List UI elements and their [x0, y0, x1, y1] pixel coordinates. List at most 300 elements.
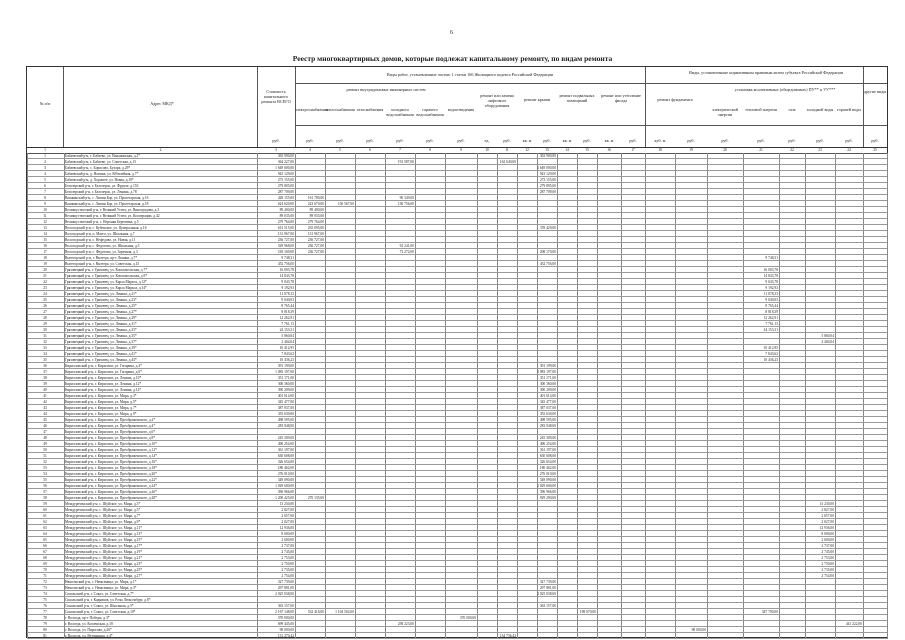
header-sewer: водоотведения — [447, 107, 475, 112]
column-number: 9 — [460, 148, 462, 152]
cell-addr: Междуреченский р-н, с. Шуйское, ул. Мира, д.13* — [65, 532, 143, 536]
cell-addr: Междуреченский р-н, с. Шуйское, ул. Мира, д.27* — [65, 574, 143, 578]
cell-m_water: 2 600,00 — [821, 538, 834, 542]
cell-addr: Междуреченский р-н, с. Шуйское, ул. Мира, д.19* — [65, 550, 143, 554]
cell-m_water: 2 657,00 — [821, 514, 834, 518]
cell-addr: Грязовецкий р-н, г. Грязовец, ул. Ленина, д.31* — [65, 322, 137, 326]
cell-cost: 13 230,00 — [279, 502, 294, 506]
cell-addr: Сокольский р-н, г. Сокол, ул. Советская, д.7* — [65, 592, 134, 596]
cell-addr: Междуреченский р-н, с. Шуйское, ул. Мира, д.3* — [65, 502, 141, 506]
unit-roof-m2: кв. м — [522, 138, 532, 143]
cell-n: 4 — [44, 172, 46, 176]
column-number: 18 — [658, 148, 662, 152]
cell-addr: Бабаевский р-н, с. Борисово, Бухара, д.29* — [65, 166, 131, 170]
cell-addr: Междуреченский р-н, с. Шуйское, ул. Мира, д.11* — [65, 526, 142, 530]
cell-addr: Междуреченский р-н, с. Шуйское, ул. Мира, д.25* — [65, 568, 143, 572]
cell-cost: 10 412,95 — [279, 346, 294, 350]
cell-addr: Белозерский р-н, г. Белозерск, ул. Ленина, д.78 — [65, 190, 137, 194]
cell-n: 69 — [43, 562, 47, 566]
cell-n: 63 — [43, 526, 47, 530]
cell-n: 57 — [43, 490, 47, 494]
cell-addr: Грязовецкий р-н, г. Грязовец, ул. Ленина, д.29* — [65, 316, 137, 320]
unit-cost: руб. — [272, 138, 280, 143]
column-number: 17 — [631, 148, 635, 152]
cell-roof: 245 309,00 — [539, 436, 556, 440]
cell-n: 14 — [43, 232, 47, 236]
cell-cost: 9 748,31 — [281, 256, 294, 260]
cell-n: 5 — [44, 178, 46, 182]
header-foundation: ремонт фундамента — [657, 97, 693, 102]
cell-n: 24 — [43, 292, 47, 296]
cell-addr: Кирилловский р-н, г. Кириллов, ул. Преображенского, д.6* — [65, 430, 156, 434]
cell-cost: 2 657,00 — [281, 514, 294, 518]
unit-basement-m2: кв. м — [562, 138, 572, 143]
cell-n: 9 — [44, 202, 46, 206]
header-cold-water: холодного водоснабжения — [386, 107, 414, 117]
cell-cost: 300 360,00 — [277, 382, 294, 386]
cell-cost: 396 966,00 — [277, 490, 294, 494]
cell-addr: Грязовецкий р-н, г. Грязовец, ул. Карла Маркса, д.14* — [65, 286, 147, 290]
unit-m-cold: руб. — [816, 138, 824, 143]
cell-cost: 624 620,00 — [277, 202, 294, 206]
cell-addr: Кирилловский р-н, г. Кириллов, ул. Преображенского, д.8* — [65, 436, 156, 440]
header-no: № п/п — [39, 101, 51, 106]
cell-addr: Грязовецкий р-н, г. Грязовец, ул. Ленина, д.35* — [65, 334, 137, 338]
cell-n: 60 — [43, 508, 47, 512]
cell-addr: Междуреченский р-н, с. Шуйское, ул. Мира, д.21* — [65, 556, 143, 560]
cell-addr: Вытегорский р-н, г. Вытегра, пр-т Ленина, д.7* — [65, 256, 138, 260]
cell-cost: 236 727,00 — [277, 238, 294, 242]
cell-addr: Кирилловский р-н, г. Кириллов, ул. Ленина, д.14* — [65, 388, 142, 392]
cell-m_heat: 9 748,31 — [765, 256, 778, 260]
cell-cost: 9 192,93 — [281, 286, 294, 290]
unit-m-gas: руб. — [788, 138, 796, 143]
cell-m_water: 13 230,00 — [819, 502, 834, 506]
cell-roof: 929 290,00 — [539, 496, 556, 500]
cell-addr: Кирилловский р-н, г. Кириллов, ул. Преображенского, д.24* — [65, 484, 157, 488]
cell-elec: 131 967,00 — [307, 232, 324, 236]
header-lift: ремонт или замена лифтового оборудования — [480, 93, 514, 108]
cell-cost: 131 270,42 — [277, 634, 294, 638]
cell-cost: 9 040,03 — [281, 298, 294, 302]
unit-facade-rub: руб. — [629, 138, 637, 143]
cell-addr: Нюксенский р-н, с. Нюксеница, ул. Мира, д.3* — [65, 586, 137, 590]
header-meters: установка коллективных (общедомовых) ПУ** и УУ*** — [734, 87, 836, 92]
cell-roof: 279 805,00 — [539, 184, 556, 188]
cell-cost: 245 309,00 — [277, 436, 294, 440]
cell-cost: 180 462,00 — [277, 466, 294, 470]
header-meter-elec: электрической энергии — [712, 107, 738, 117]
cell-cost: 345 477,00 — [277, 400, 294, 404]
cell-cost: 518 169,00 — [277, 250, 294, 254]
cell-cost: 2 735,00 — [281, 568, 294, 572]
cell-m_water: 5 860,04 — [821, 334, 834, 338]
cell-addr: Грязовецкий р-н, г. Грязовец, ул. Комсомольская, д.7* — [65, 268, 148, 272]
cell-elec: 236 727,00 — [307, 238, 324, 242]
cell-n: 68 — [43, 556, 47, 560]
cell-m_heat: 10 412,95 — [763, 346, 778, 350]
cell-cost: 361 197,00 — [277, 448, 294, 452]
cell-m_heat: 9 043,78 — [765, 280, 778, 284]
column-number: 19 — [689, 148, 693, 152]
header-meter-gas: газа — [788, 107, 796, 112]
cell-n: 73 — [43, 586, 47, 590]
column-number: 15 — [585, 148, 589, 152]
cell-n: 22 — [43, 280, 47, 284]
cell-m_heat: 347 700,00 — [761, 610, 778, 614]
cell-cost: 2 600,00 — [281, 538, 294, 542]
table-header — [27, 67, 887, 148]
cell-water: 191 587,00 — [397, 160, 414, 164]
cell-cost: 5 860,04 — [281, 334, 294, 338]
cell-cost: 2 753,00 — [281, 556, 294, 560]
cell-n: 53 — [43, 466, 47, 470]
cell-cost: 2 827,00 — [281, 508, 294, 512]
cell-heat: 156 567,00 — [337, 202, 354, 206]
cell-n: 33 — [43, 346, 47, 350]
cell-cost: 496 254,00 — [277, 442, 294, 446]
cell-m_water: 2 753,00 — [821, 556, 834, 560]
cell-elec: 235 095,00 — [307, 226, 324, 230]
cell-cost: 387 037,00 — [277, 406, 294, 410]
cell-addr: Вашкинский р-н, с. Липин Бор, ул. Пролетарская, д.18 — [65, 202, 149, 206]
cell-n: 40 — [43, 388, 47, 392]
cell-roof: 1 649 000,00 — [537, 166, 556, 170]
cell-water: 90 349,00 — [399, 196, 414, 200]
cell-cost: 8 000,00 — [281, 532, 294, 536]
cell-m_heat: 7 843,62 — [765, 352, 778, 356]
cell-addr: Грязовецкий р-н, г. Грязовец, ул. Комсомольская, д.9* — [65, 274, 148, 278]
cell-water: 92 241,00 — [399, 244, 414, 248]
cell-cost: 391 199,00 — [277, 364, 294, 368]
cell-n: 3 — [44, 166, 46, 170]
cell-elec: 223 670,00 — [307, 202, 324, 206]
cell-n: 6 — [44, 184, 46, 188]
cell-addr: Грязовецкий р-н, г. Грязовец, ул. Ленина, д.27* — [65, 310, 137, 314]
cell-cost: 349 090,00 — [277, 478, 294, 482]
cell-cost: 390 209,00 — [277, 388, 294, 392]
cell-lift: 162 640,00 — [499, 160, 516, 164]
cell-cost: 1 649 000,00 — [275, 166, 294, 170]
cell-roof: 391 199,00 — [539, 364, 556, 368]
cell-n: 54 — [43, 472, 47, 476]
cell-n: 15 — [43, 238, 47, 242]
cell-m_heat: 14 843,78 — [763, 274, 778, 278]
cell-cost: 1 029 600,00 — [275, 484, 294, 488]
cell-addr: Грязовецкий р-н, г. Грязовец, ул. Ленина, д.39* — [65, 346, 137, 350]
cell-addr: Кирилловский р-н, г. Кириллов, ул. Преображенского, д.20* — [65, 472, 157, 476]
cell-m_heat: 10 436,23 — [763, 358, 778, 362]
column-number: 14 — [565, 148, 569, 152]
cell-addr: Кирилловский р-н, г. Кириллов, ул. Преображенского, д.18* — [65, 466, 157, 470]
cell-addr: Вологодский р-н, с. Федотово, ул. Школьная, д.5 — [65, 244, 140, 248]
column-number: 22 — [790, 148, 794, 152]
cell-m_water: 2 735,00 — [821, 568, 834, 572]
unit-m-hot: руб. — [845, 138, 853, 143]
cell-addr: г. Вологда, ул. Пирогова, д.26* — [65, 628, 112, 632]
cell-water: 138 756,00 — [397, 202, 414, 206]
cell-n: 65 — [43, 538, 47, 542]
cell-addr: Грязовецкий р-н, г. Грязовец, ул. Ленина, д.25* — [65, 304, 137, 308]
cell-roof: 2 025 038,00 — [537, 592, 556, 596]
cell-n: 50 — [43, 448, 47, 452]
cell-cost: 11 078,33 — [279, 292, 294, 296]
cell-n: 52 — [43, 460, 47, 464]
unit-hot: руб. — [426, 138, 434, 143]
cell-n: 64 — [43, 532, 47, 536]
cell-roof: 378 420,00 — [539, 226, 556, 230]
cell-n: 67 — [43, 550, 47, 554]
unit-basement-rub: руб. — [583, 138, 591, 143]
cell-n: 62 — [43, 520, 47, 524]
cell-n: 10 — [43, 208, 47, 212]
cell-cost: 7 761,13 — [281, 322, 294, 326]
cell-addr: Бабаевский р-н, д. Новина, ул. Юбилейная, д.7* — [65, 172, 139, 176]
registry-table — [26, 66, 888, 638]
cell-n: 2 — [44, 160, 46, 164]
cell-addr: Великоустюгский р-н, г. Великий Устюг, ул. Виноградова, д.3 — [65, 208, 160, 212]
cell-roof: 943 129,00 — [539, 172, 556, 176]
cell-n: 27 — [43, 310, 47, 314]
cell-n: 51 — [43, 454, 47, 458]
cell-n: 76 — [43, 604, 47, 608]
cell-elec: 236 727,00 — [307, 244, 324, 248]
cell-m_heat: 24 153,31 — [763, 328, 778, 332]
cell-n: 37 — [43, 370, 47, 374]
unit-m-heat: руб. — [757, 138, 765, 143]
cell-roof: 396 966,00 — [539, 490, 556, 494]
cell-cost: 326 654,00 — [277, 460, 294, 464]
cell-roof: 387 037,00 — [539, 406, 556, 410]
column-number: 10 — [485, 148, 489, 152]
cell-roof: 496 254,00 — [539, 442, 556, 446]
cell-roof: 363 900,00 — [539, 154, 556, 158]
cell-roof: 180 462,00 — [539, 466, 556, 470]
column-number: 8 — [429, 148, 431, 152]
cell-m_heat: 12 262,91 — [763, 316, 778, 320]
column-number: 2 — [159, 148, 162, 152]
cell-n: 20 — [43, 268, 47, 272]
cell-cost: 452 756,00 — [277, 262, 294, 266]
cell-lift: 134 736,42 — [499, 634, 516, 638]
column-number: 5 — [339, 148, 341, 152]
cell-roof: 498 595,00 — [539, 418, 556, 422]
cell-addr: Великоустюгский р-н, г. Великий Устюг, ул. Кооперации, д.42 — [65, 214, 160, 218]
cell-addr: Кирилловский р-н, г. Кириллов, ул. Ленина, д.12* — [65, 382, 142, 386]
header-roof: ремонт крыши — [523, 97, 551, 102]
cell-addr: Бабаевский р-н, г. Бабаево, ул. Выкшинская, д.2* — [65, 154, 141, 158]
column-number: 13 — [545, 148, 549, 152]
header-group-main: Виды работ, установленные частью 1 статьи 166 Жилищного кодекса Российской Федерации — [386, 72, 554, 77]
header-meter-heat: тепловой энергии — [745, 107, 777, 112]
cell-addr: Кирилловский р-н, г. Кириллов, ул. Гагарина, д.6* — [65, 370, 142, 374]
cell-m_heat: 8 818,39 — [765, 310, 778, 314]
cell-cost: 131 967,00 — [277, 232, 294, 236]
cell-roof: 287 709,00 — [539, 190, 556, 194]
cell-n: 55 — [43, 478, 47, 482]
unit-heat: руб. — [336, 138, 344, 143]
cell-roof: 327 739,00 — [539, 580, 556, 584]
cell-n: 19 — [43, 262, 47, 266]
cell-addr: Кирилловский р-н, г. Кириллов, ул. Преображенского, д.10* — [65, 442, 157, 446]
unit-gas: руб. — [366, 138, 374, 143]
cell-n: 80 — [43, 628, 47, 632]
cell-n: 18 — [43, 256, 47, 260]
cell-cost: 14 843,78 — [279, 274, 294, 278]
header-meter-cold: холодной воды — [806, 107, 834, 112]
cell-elec: 279 764,00 — [307, 220, 324, 224]
cell-roof: 1 083 197,00 — [537, 370, 556, 374]
cell-cost: 9 043,78 — [281, 280, 294, 284]
cell-n: 61 — [43, 514, 47, 518]
cell-elec: 89 035,00 — [309, 214, 324, 218]
cell-cost: 98 000,00 — [279, 628, 294, 632]
header-gas: газоснабжения — [356, 107, 384, 112]
cell-water: 258 223,00 — [397, 622, 414, 626]
header-group-regional: Виды, установленные нормативным правовым актом субъекта Российской Федерации — [689, 70, 843, 75]
cell-basement: 198 070,00 — [579, 610, 596, 614]
cell-cost: 287 709,00 — [277, 190, 294, 194]
cell-n: 29 — [43, 322, 47, 326]
cell-cost: 370 000,00 — [277, 616, 294, 620]
column-number: 4 — [309, 148, 311, 152]
cell-addr: Белозерский р-н, г. Белозерск, ул. Фрунзе, д.153 — [65, 184, 139, 188]
cell-addr: Грязовецкий р-н, г. Грязовец, ул. Ленина, д.37* — [65, 340, 137, 344]
cell-addr: Грязовецкий р-н, г. Грязовец, ул. Ленина, д.43* — [65, 358, 137, 362]
cell-addr: г. Вологда, ул. Козленская, д.18 — [65, 622, 113, 626]
cell-n: 35 — [43, 358, 47, 362]
cell-n: 45 — [43, 418, 47, 422]
cell-elec: 236 727,00 — [307, 250, 324, 254]
cell-cost: 8 818,39 — [281, 310, 294, 314]
cell-cost: 364 227,00 — [277, 160, 294, 164]
header-hot-water: горячего водоснабжения — [416, 107, 444, 117]
cell-cost: 279 764,00 — [277, 220, 294, 224]
cell-n: 32 — [43, 340, 47, 344]
unit-elec: руб. — [306, 138, 314, 143]
cell-cost: 8 765,44 — [281, 304, 294, 308]
cell-n: 74 — [43, 592, 47, 596]
cell-m_heat: 11 078,33 — [763, 292, 778, 296]
cell-cost: 2 754,00 — [281, 574, 294, 578]
column-number: 7 — [399, 148, 401, 152]
header-internal-systems: ремонт внутридомовых инженерных систем — [346, 87, 426, 92]
column-number: 11 — [505, 148, 509, 152]
cell-cost: 351 171,00 — [277, 376, 294, 380]
cell-roof: 361 197,00 — [539, 448, 556, 452]
unit-foundation-rub: руб. — [687, 138, 695, 143]
column-number: 24 — [847, 148, 851, 152]
cell-addr: Сокольский р-н, г. Кадников, ул. Розы Люксембург, д.8* — [65, 598, 151, 602]
cell-n: 28 — [43, 316, 47, 320]
cell-roof: 300 360,00 — [539, 382, 556, 386]
cell-roof: 401 614,00 — [539, 394, 556, 398]
cell-addr: Кирилловский р-н, г. Кириллов, ул. Мира, д.9* — [65, 412, 137, 416]
cell-cost: 2 737,00 — [281, 544, 294, 548]
cell-cost: 12 936,00 — [279, 526, 294, 530]
cell-cost: 630 608,00 — [277, 454, 294, 458]
cell-cost: 10 436,23 — [279, 358, 294, 362]
cell-m_hot: 441 222,00 — [845, 622, 862, 626]
cell-m_water: 12 936,00 — [819, 526, 834, 530]
cell-addr: Вологодский р-н, с. Нефедово, ул. Новая, д.11 — [65, 238, 136, 242]
cell-cost: 428 155,00 — [277, 196, 294, 200]
cell-n: 71 — [43, 574, 47, 578]
cell-n: 8 — [44, 196, 46, 200]
cell-n: 12 — [43, 220, 47, 224]
cell-roof: 363 157,00 — [539, 604, 556, 608]
cell-n: 25 — [43, 298, 47, 302]
cell-roof: 326 654,00 — [539, 460, 556, 464]
cell-addr: Бабаевский р-н, д. Хорошее, ул. Новая, д.10* — [65, 178, 134, 182]
column-number: 25 — [873, 148, 877, 152]
cell-addr: Кирилловский р-н, г. Кириллов, ул. Мира, д.7* — [65, 406, 137, 410]
cell-m_heat: 9 040,03 — [765, 298, 778, 302]
cell-roof: 349 090,00 — [539, 478, 556, 482]
header-basement: ремонт подвальных помещений — [559, 93, 595, 103]
cell-n: 26 — [43, 304, 47, 308]
cell-n: 81 — [43, 634, 47, 638]
unit-sewer: руб. — [457, 138, 465, 143]
cell-addr: Междуреченский р-н, с. Шуйское, ул. Мира, д.7* — [65, 514, 141, 518]
cell-n: 75 — [43, 598, 47, 602]
cell-m_heat: 9 192,93 — [765, 286, 778, 290]
cell-cost: 7 843,62 — [281, 352, 294, 356]
table-row — [27, 633, 887, 639]
cell-addr: Кирилловский р-н, г. Кириллов, ул. Преображенского, д.28* — [65, 496, 157, 500]
cell-addr: Кирилловский р-н, г. Кириллов, ул. Преображенского, д.4* — [65, 424, 156, 428]
cell-cost: 89 035,00 — [279, 214, 294, 218]
cell-n: 11 — [43, 214, 47, 218]
cell-addr: Нюксенский р-н, с. Нюксеница, ул. Мира, д.1* — [65, 580, 137, 584]
cell-n: 36 — [43, 364, 47, 368]
header-heat: теплоснабжения — [325, 107, 355, 112]
cell-m_heat: 16 003,78 — [763, 268, 778, 272]
cell-n: 43 — [43, 406, 47, 410]
column-number: 20 — [723, 148, 727, 152]
cell-roof: 1 029 600,00 — [537, 484, 556, 488]
cell-n: 30 — [43, 328, 47, 332]
cell-cost: 613 515,00 — [277, 226, 294, 230]
cell-cost: 2 750,00 — [281, 562, 294, 566]
unit-m-elec: руб. — [721, 138, 729, 143]
cell-addr: Бабаевский р-н, г. Бабаево, ул. Советская, д.13 — [65, 160, 136, 164]
cell-addr: г. Вологда, ул. Ветошкина, д.4* — [65, 634, 113, 638]
cell-cost: 2 025 038,00 — [275, 592, 294, 596]
page-number: 6 — [450, 30, 453, 36]
cell-n: 17 — [43, 250, 47, 254]
cell-m_water: 2 737,00 — [821, 544, 834, 548]
column-number: 1 — [44, 148, 46, 152]
cell-cost: 24 153,31 — [279, 328, 294, 332]
cell-elec: 161 780,00 — [307, 196, 324, 200]
cell-addr: Кирилловский р-н, г. Кириллов, ул. Преображенского, д.12* — [65, 448, 157, 452]
cell-addr: Междуреченский р-н, с. Шуйское, ул. Мира, д.15* — [65, 538, 143, 542]
header-facade: ремонт или утепление фасада — [601, 93, 641, 103]
cell-addr: Сокольский р-н, г. Сокол, ул. Советская, д.10* — [65, 610, 136, 614]
cell-addr: Междуреченский р-н, с. Шуйское, ул. Мира, д.9* — [65, 520, 141, 524]
table-body — [27, 153, 887, 639]
cell-m_water: 2 027,00 — [821, 520, 834, 524]
cell-cost: 12 262,91 — [279, 316, 294, 320]
unit-facade-m2: кв. м — [604, 138, 614, 143]
cell-cost: 2 167 148,00 — [275, 610, 294, 614]
cell-cost: 1 083 197,00 — [275, 370, 294, 374]
cell-addr: г. Вологда, пр-т Победы, д.3* — [65, 616, 110, 620]
cell-cost: 401 614,00 — [277, 394, 294, 398]
cell-n: 58 — [43, 496, 47, 500]
cell-roof: 273 155,00 — [539, 178, 556, 182]
